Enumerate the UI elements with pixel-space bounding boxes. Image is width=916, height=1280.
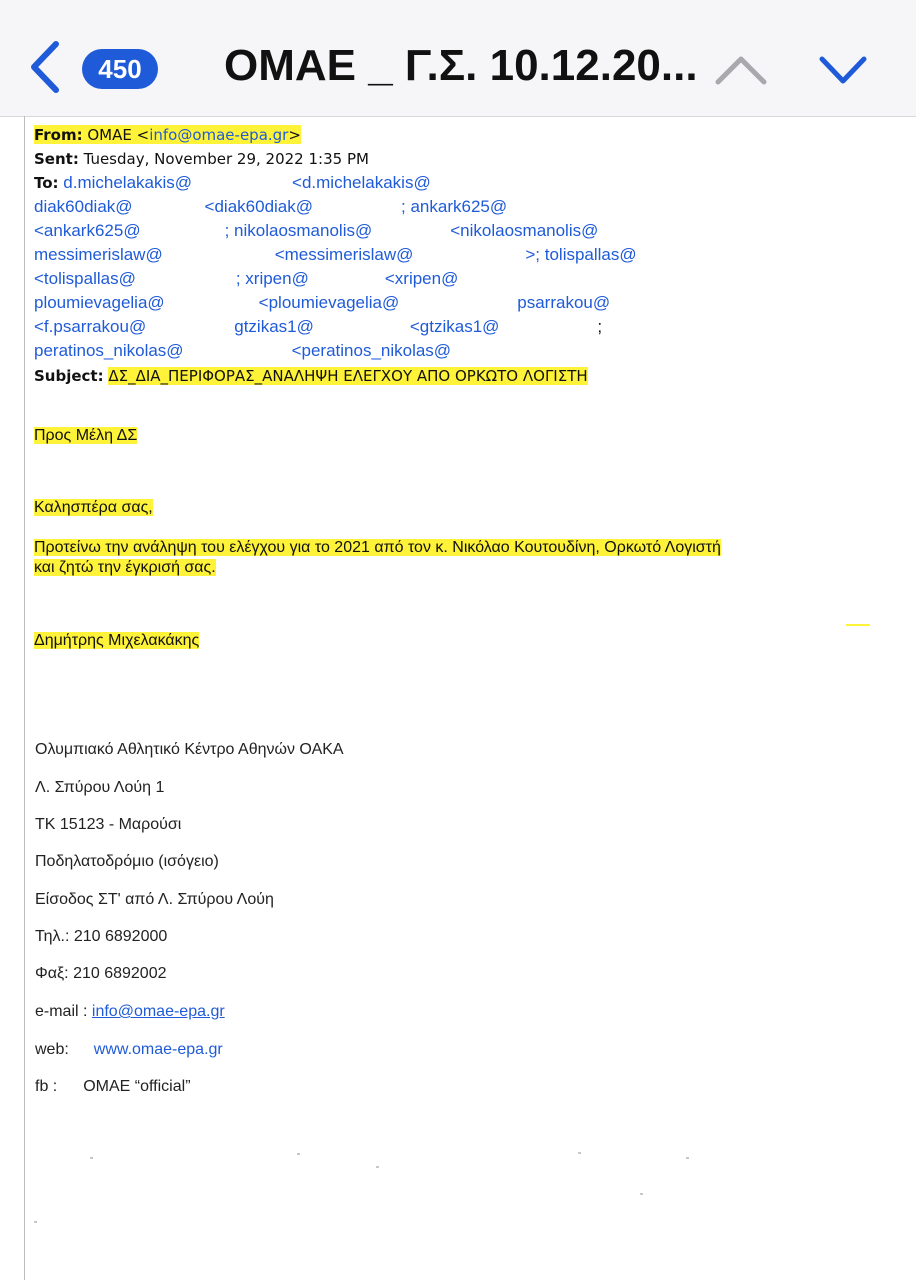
recipient[interactable]: ; ankark625@ <box>401 197 508 216</box>
recipient[interactable]: <ploumievagelia@ <box>258 293 400 312</box>
to-line-8 <box>34 339 451 362</box>
sig-entrance: Είσοδος ΣΤ' από Λ. Σπύρου Λούη <box>35 891 274 908</box>
recipient[interactable]: ploumievagelia@ <box>34 293 165 312</box>
redaction <box>309 267 385 290</box>
from-label: From: <box>34 126 83 144</box>
sent-line <box>34 147 369 171</box>
recipient[interactable]: <diak60diak@ <box>204 197 314 216</box>
recipient[interactable]: <peratinos_nikolas@ <box>291 341 452 360</box>
recipient[interactable]: <f.psarrakou@ <box>34 317 147 336</box>
sig-web-line <box>35 1041 223 1059</box>
sig-street: Λ. Σπύρου Λούη 1 <box>35 779 165 796</box>
fb-value: ΟΜΑΕ “official” <box>83 1078 191 1095</box>
chevron-left-icon <box>26 40 66 94</box>
redaction <box>499 315 597 338</box>
to-line-3 <box>34 219 598 242</box>
recipient-separator: ; <box>597 317 603 336</box>
from-line <box>34 123 301 147</box>
recipient[interactable]: messimerislaw@ <box>34 245 163 264</box>
sig-email-line <box>35 1003 225 1021</box>
to-line-1 <box>34 171 431 195</box>
recipient[interactable]: diak60diak@ <box>34 197 133 216</box>
recipient[interactable]: ; xripen@ <box>235 269 309 288</box>
addressee-line <box>34 424 137 447</box>
redaction <box>165 291 259 314</box>
sig-fax: Φαξ: 210 6892002 <box>35 965 167 982</box>
redaction <box>313 195 401 218</box>
recipient[interactable]: <gtzikas1@ <box>409 317 500 336</box>
redaction <box>399 291 517 314</box>
sig-building: Ποδηλατοδρόμιο (ισόγειο) <box>35 853 219 870</box>
recipient[interactable]: peratinos_nikolas@ <box>34 341 184 360</box>
scan-speck <box>640 1193 643 1195</box>
signer-name: Δημήτρης Μιχελακάκης <box>34 632 200 649</box>
redaction <box>163 243 275 266</box>
redaction <box>184 339 292 362</box>
subject-line <box>34 364 588 388</box>
to-line-4 <box>34 243 637 266</box>
redaction <box>141 219 225 242</box>
from-email-link[interactable]: info@omae-epa.gr <box>149 126 289 144</box>
paragraph-text: Προτείνω την ανάληψη του ελέγχου για το 2021 από τον κ. Νικόλαο Κουτουδίνη, Ορκωτό Λογιστή <box>34 539 721 556</box>
sent-value: Tuesday, November 29, 2022 1:35 PM <box>83 150 369 168</box>
scan-speck <box>376 1166 379 1168</box>
to-line-5 <box>34 267 458 290</box>
redaction <box>413 243 525 266</box>
scan-speck <box>297 1153 300 1155</box>
redaction <box>372 219 450 242</box>
mail-nav-bar <box>0 0 916 117</box>
redaction <box>146 315 234 338</box>
sent-label: Sent: <box>34 150 79 168</box>
message-title: ΟΜΑΕ _ Γ.Σ. 10.12.20... <box>224 41 698 90</box>
recipient[interactable]: >; tolispallas@ <box>525 245 637 264</box>
recipient[interactable]: <messimerislaw@ <box>274 245 414 264</box>
signer-line <box>34 629 199 652</box>
from-close: > <box>288 126 301 144</box>
chevron-down-icon <box>818 54 868 86</box>
scan-speck <box>90 1157 93 1159</box>
recipient[interactable]: gtzikas1@ <box>234 317 314 336</box>
sig-fb-line <box>35 1078 191 1096</box>
sig-postal: ΤΚ 15123 - Μαρούσι <box>35 816 182 833</box>
scan-speck <box>34 1221 37 1223</box>
paragraph-text: και ζητώ την έγκρισή σας. <box>34 559 216 576</box>
unread-count-badge: 450 <box>82 49 158 89</box>
to-line-2 <box>34 195 507 218</box>
scan-speck <box>686 1157 689 1159</box>
recipient[interactable]: <nikolaosmanolis@ <box>450 221 599 240</box>
recipient[interactable]: ; nikolaosmanolis@ <box>224 221 373 240</box>
greeting: Καλησπέρα σας, <box>34 499 153 516</box>
email-link[interactable]: info@omae-epa.gr <box>91 1003 225 1020</box>
chevron-up-icon <box>714 54 768 86</box>
previous-message-button[interactable] <box>714 54 768 86</box>
sig-org: Ολυμπιακό Αθλητικό Κέντρο Αθηνών ΟΑΚΑ <box>35 741 344 758</box>
recipient[interactable]: <xripen@ <box>384 269 459 288</box>
to-line-7 <box>34 315 602 338</box>
from-name: ΟΜΑΕ < <box>87 126 150 144</box>
recipient[interactable]: psarrakou@ <box>517 293 611 312</box>
addressee: Προς Μέλη ΔΣ <box>34 427 138 444</box>
redaction <box>136 267 236 290</box>
paragraph-line-2 <box>34 556 216 579</box>
scan-speck <box>578 1152 581 1154</box>
to-line-6 <box>34 291 610 314</box>
web-label: web: <box>35 1041 69 1058</box>
document-left-border <box>24 116 25 1280</box>
subject-value: ΔΣ_ΔΙΑ_ΠΕΡΙΦΟΡΑΣ_ΑΝΑΛΗΨΗ ΕΛΕΓΧΟΥ ΑΠΟ ΟΡΚΩΤΟ ΛΟΓΙΣΤΗ <box>108 367 588 385</box>
back-button[interactable] <box>26 40 66 94</box>
recipient[interactable]: d.michelakakis@ <box>63 173 193 192</box>
to-label: To: <box>34 174 59 192</box>
email-label: e-mail : <box>35 1003 92 1020</box>
redaction <box>133 195 205 218</box>
greeting-line <box>34 496 153 519</box>
redaction <box>314 315 410 338</box>
next-message-button[interactable] <box>818 54 868 86</box>
web-link[interactable]: www.omae-epa.gr <box>93 1041 223 1058</box>
sig-phone: Τηλ.: 210 6892000 <box>35 928 168 945</box>
highlight-mark <box>846 624 870 626</box>
recipient[interactable]: <ankark625@ <box>34 221 141 240</box>
fb-label: fb : <box>35 1078 58 1095</box>
recipient[interactable]: <d.michelakakis@ <box>292 173 431 192</box>
subject-label: Subject: <box>34 367 104 385</box>
recipient[interactable]: <tolispallas@ <box>34 269 136 288</box>
redaction <box>192 171 292 194</box>
